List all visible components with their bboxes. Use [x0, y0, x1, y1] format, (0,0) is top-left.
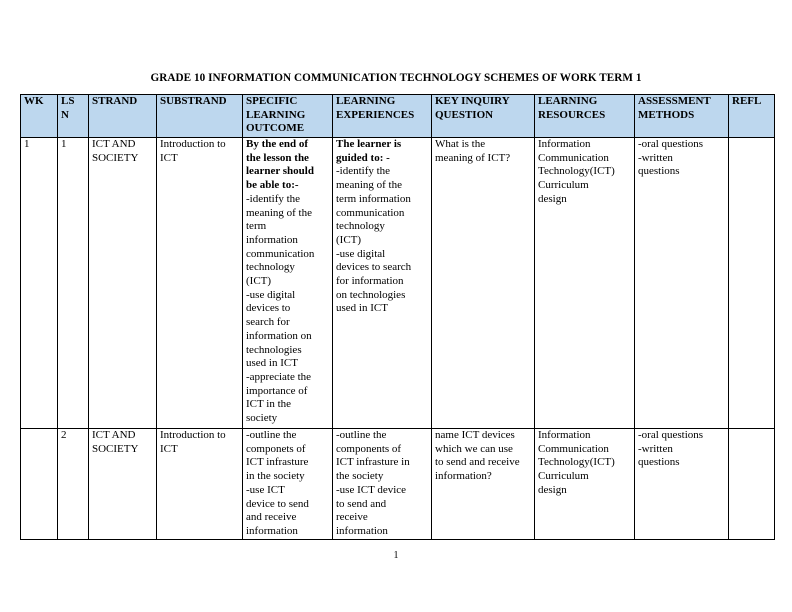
cell-strand: ICT AND SOCIETY — [89, 138, 157, 429]
cell-week — [21, 429, 58, 540]
cell-assessment-methods: -oral questions -written questions — [635, 429, 729, 540]
header-wk: WK — [21, 95, 58, 138]
cell-reflection — [729, 429, 775, 540]
table-row — [21, 138, 775, 429]
cell-learning-experiences — [333, 138, 432, 429]
cell-week: 1 — [21, 138, 58, 429]
outcome-lead-text: By the end of the lesson the learner should be able to:- — [246, 138, 314, 192]
header-specific-learning-outcome: SPECIFIC LEARNING OUTCOME — [243, 95, 333, 138]
page-number: 1 — [393, 550, 399, 561]
cell-substrand: Introduction to ICT — [157, 429, 243, 540]
cell-substrand: Introduction to ICT — [157, 138, 243, 429]
document-title: GRADE 10 INFORMATION COMMUNICATION TECHNOLOGY SCHEMES OF WORK TERM 1 — [150, 72, 642, 84]
cell-reflection — [729, 138, 775, 429]
schemes-of-work-table — [20, 94, 775, 540]
cell-lesson: 2 — [58, 429, 89, 540]
table-header-row — [21, 95, 775, 138]
header-learning-experiences: LEARNING EXPERIENCES — [333, 95, 432, 138]
outcome-text: -identify the meaning of the term information communication technology (ICT) -use digital devices to search for information on technologies used in ICT -appreciate the importance of ICT in the society — [246, 192, 315, 425]
header-strand: STRAND — [89, 95, 157, 138]
cell-lesson: 1 — [58, 138, 89, 429]
header-reflection: REFL — [729, 95, 775, 138]
cell-strand: ICT AND SOCIETY — [89, 429, 157, 540]
cell-specific-learning-outcome: -outline the componets of ICT infrasture in the society -use ICT device to send and receive information — [243, 429, 333, 540]
cell-assessment-methods: -oral questions -written questions — [635, 138, 729, 429]
experiences-text: -identify the meaning of the term information communication technology (ICT) -use digital devices to search for information on technologies used in ICT — [336, 165, 412, 315]
cell-key-inquiry-question: What is the meaning of ICT? — [432, 138, 535, 429]
header-lsn: LS N — [58, 95, 89, 138]
cell-learning-resources: Information Communication Technology(ICT) Curriculum design — [535, 429, 635, 540]
cell-specific-learning-outcome — [243, 138, 333, 429]
header-key-inquiry-question: KEY INQUIRY QUESTION — [432, 95, 535, 138]
table-row — [21, 429, 775, 540]
cell-learning-experiences: -outline the components of ICT infrasture in the society -use ICT device to send and receive information — [333, 429, 432, 540]
header-substrand: SUBSTRAND — [157, 95, 243, 138]
header-learning-resources: LEARNING RESOURCES — [535, 95, 635, 138]
cell-learning-resources: Information Communication Technology(ICT) Curriculum design — [535, 138, 635, 429]
cell-key-inquiry-question: name ICT devices which we can use to send and receive information? — [432, 429, 535, 540]
header-assessment-methods: ASSESSMENT METHODS — [635, 95, 729, 138]
experiences-lead-text: The learner is guided to: - — [336, 138, 402, 164]
